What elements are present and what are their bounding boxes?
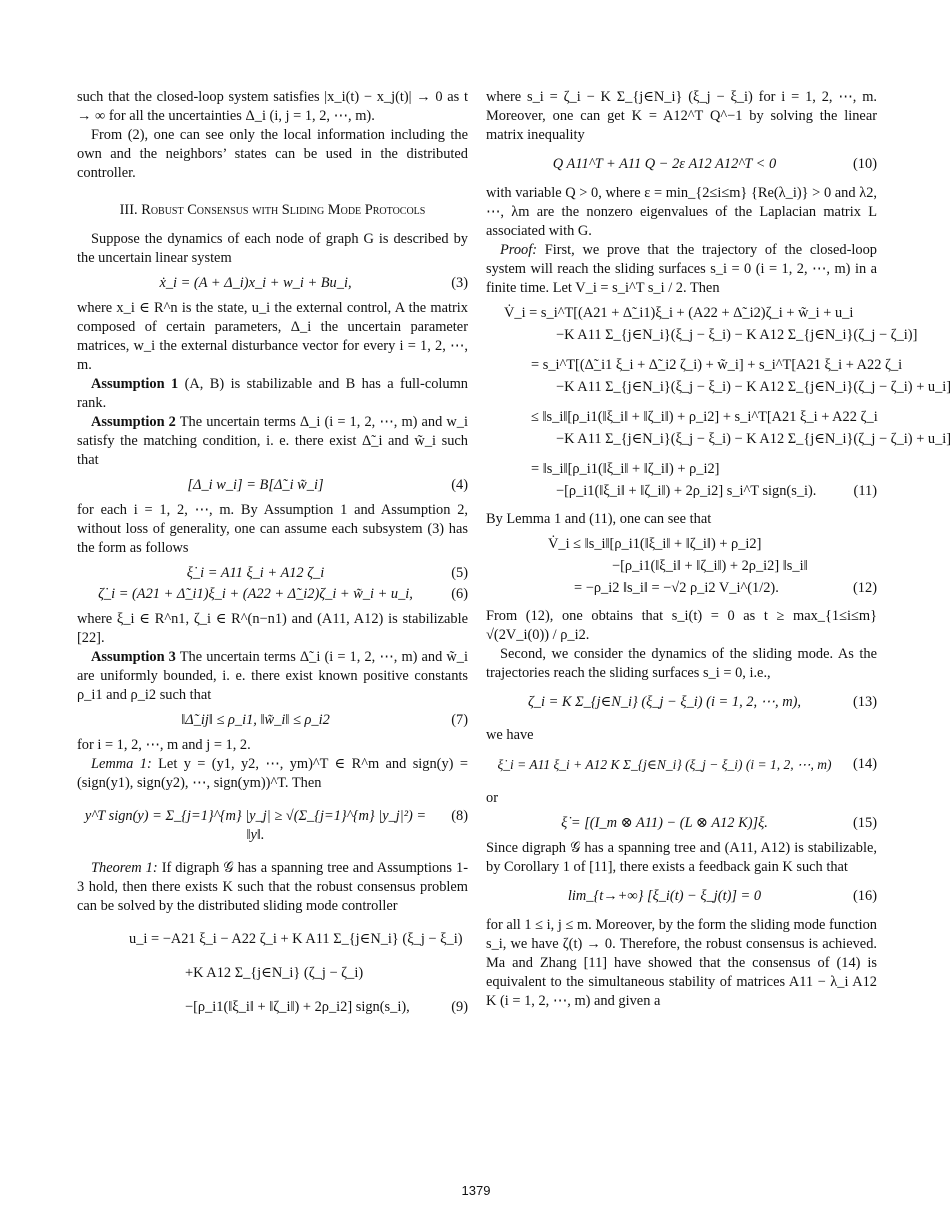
- equation-number: (14): [853, 756, 877, 772]
- paragraph: where ξ_i ∈ R^n1, ζ_i ∈ R^(n−n1) and (A11, A12) is stabilizable [22].: [77, 611, 468, 646]
- paragraph: with variable Q > 0, where ε = min_{2≤i≤m} {Re(λ_i)} > 0 and λ2, ⋯, λm are the nonzero eigenvalues of the Laplacian matrix L associated with G.: [486, 185, 877, 239]
- equation-body: ≤ ‖s_i‖[ρ_i1(‖ξ_i‖ + ‖ζ_i‖) + ρ_i2] + s_i^T[A21 ξ_i + A22 ζ_i: [531, 409, 878, 425]
- assumption-label: Assumption 1: [91, 376, 179, 392]
- paragraph: where x_i ∈ R^n is the state, u_i the external control, A the matrix composed of certain parameters, Δ_i the uncertain parameter matrices, w_i the external disturbance vector for every i = 1, 2, ⋯, m.: [77, 300, 468, 373]
- paragraph: such that the closed-loop system satisfies |x_i(t) − x_j(t)| → 0 as t → ∞ for all the uncertainties Δ_i (i, j = 1, 2, ⋯, m).: [77, 89, 468, 124]
- proof: [486, 241, 877, 298]
- equation-body: = −ρ_i2 ‖s_i‖ = −√2 ρ_i2 V_i^(1/2).: [574, 580, 779, 596]
- equation-body: = s_i^T[(Δ̃_i1 ξ_i + Δ̃_i2 ζ_i) + w̃_i] + s_i^T[A21 ξ_i + A22 ζ_i: [531, 357, 903, 373]
- equation-number: (7): [451, 712, 468, 728]
- equation-16: [486, 887, 877, 906]
- equation-number: (12): [853, 580, 877, 596]
- theorem-label: Theorem 1:: [91, 860, 158, 876]
- section-number: III.: [119, 202, 138, 218]
- equation-15: [486, 814, 877, 833]
- equation-line: [77, 964, 468, 998]
- equation-body: ζ_i = K Σ_{j∈N_i} (ξ_j − ξ_i) (i = 1, 2, ⋯, m),: [527, 694, 802, 710]
- equation-body: [Δ_i w_i] = B[Δ̃_i w̃_i]: [187, 477, 324, 493]
- equation-line: [486, 408, 877, 430]
- section-title: Robust Consensus with Sliding Mode Protocols: [141, 202, 426, 218]
- equation-line: [486, 304, 877, 326]
- equation-body: ‖Δ̃_ij‖ ≤ ρ_i1, ‖w̃_i‖ ≤ ρ_i2: [181, 712, 330, 728]
- lemma-text: Let y = (y1, y2, ⋯, ym)^T ∈ R^m and sign(y) = (sign(y1), sign(y2), ⋯, sign(ym))^T. Then: [77, 756, 468, 791]
- assumption-label: Assumption 3: [91, 649, 176, 665]
- equation-body: −K A11 Σ_{j∈N_i}(ξ_j − ξ_i) − K A12 Σ_{j∈N_i}(ζ_j − ζ_i) + u_i]: [556, 379, 952, 395]
- equation-number: (3): [451, 275, 468, 291]
- equation-line: [77, 930, 468, 964]
- left-column: [77, 88, 468, 1026]
- paragraph: By Lemma 1 and (11), one can see that: [486, 511, 712, 527]
- proof-text: First, we prove that the trajectory of the closed-loop system will reach the sliding surfaces s_i = 0 (i = 1, 2, ⋯, m) in a finite time. Let V_i = s_i^T s_i / 2. Then: [486, 242, 877, 296]
- right-column: [486, 88, 952, 1011]
- equation-number: (8): [451, 808, 468, 824]
- equation-13: [486, 693, 877, 712]
- equation-body: Q A11^T + A11 Q − 2ε A12 A12^T < 0: [552, 156, 777, 172]
- equation-body: −[ρ_i1(‖ξ_i‖ + ‖ζ_i‖) + 2ρ_i2] ‖s_i‖: [612, 558, 808, 574]
- section-heading: [77, 201, 468, 220]
- equation-line: [486, 378, 952, 408]
- assumption-text: The uncertain terms Δ_i (i = 1, 2, ⋯, m) and w_i satisfy the matching condition, i. e. there exist Δ̃_i and w̃_i such that: [77, 414, 468, 468]
- paragraph: Since digraph 𝒢 has a spanning tree and (A11, A12) is stabilizable, by Corollary 1 of [11], there exists a feedback gain K such that: [486, 840, 877, 875]
- proof-label: Proof:: [500, 242, 538, 258]
- paragraph: Second, we consider the dynamics of the sliding mode. As the trajectories reach the sliding surfaces s_i = 0, i.e.,: [486, 646, 877, 681]
- equation-body: +K A12 Σ_{j∈N_i} (ζ_j − ζ_i): [185, 965, 364, 981]
- lemma-label: Lemma 1:: [91, 756, 152, 772]
- equation-body: ξ̇_i = A11 ξ_i + A12 K Σ_{j∈N_i} (ξ_j − ξ_i) (i = 1, 2, ⋯, m): [497, 757, 832, 772]
- theorem-1: [77, 859, 468, 916]
- paragraph: From (2), one can see only the local information including the own and the neighbors’ states can be used in the distributed controller.: [77, 127, 468, 181]
- equation-12: [486, 535, 877, 601]
- equation-number: (16): [853, 888, 877, 904]
- equation-line: [486, 482, 877, 504]
- equation-body: ζ̇_i = (A21 + Δ̃_i1)ξ_i + (A22 + Δ̃_i2)ζ_i + w̃_i + u_i,: [98, 586, 413, 602]
- equation-body: −K A11 Σ_{j∈N_i}(ξ_j − ξ_i) − K A12 Σ_{j∈N_i}(ζ_j − ζ_i) + u_i]: [556, 431, 952, 447]
- equation-9: [77, 930, 468, 1020]
- equation-body: −[ρ_i1(‖ξ_i‖ + ‖ζ_i‖) + 2ρ_i2] s_i^T sign(s_i).: [556, 483, 817, 499]
- equation-number: (9): [451, 999, 468, 1015]
- equation-body: = ‖s_i‖[ρ_i1(‖ξ_i‖ + ‖ζ_i‖) + ρ_i2]: [531, 461, 720, 477]
- equation-body: −[ρ_i1(‖ξ_i‖ + ‖ζ_i‖) + 2ρ_i2] sign(s_i),: [185, 999, 410, 1015]
- assumption-text: (A, B) is stabilizable and B has a full-column rank.: [77, 376, 468, 411]
- equation-body: u_i = −A21 ξ_i − A22 ζ_i + K A11 Σ_{j∈N_i} (ξ_j − ξ_i): [129, 931, 463, 947]
- equation-number: (6): [451, 586, 468, 602]
- equation-line: [486, 326, 918, 356]
- assumption-3: [77, 648, 468, 705]
- equation-10: [486, 155, 877, 174]
- equation-6: [77, 585, 468, 604]
- equation-body: ẋ_i = (A + Δ_i)x_i + w_i + Bu_i,: [159, 275, 352, 291]
- paragraph: we have: [486, 727, 534, 743]
- paragraph: for all 1 ≤ i, j ≤ m. Moreover, by the form the sliding mode function s_i, we have ζ(t) → 0. Therefore, the robust consensus is achieved. Ma and Zhang [11] have showed that the consensus of (14) is equivalent to the simultaneous stability of matrices A11 − λ_i A12 K (i = 1, 2, ⋯, m) and given a: [486, 917, 877, 1009]
- equation-number: (11): [853, 483, 877, 499]
- equation-line: [486, 557, 877, 579]
- equation-line: [486, 535, 877, 557]
- equation-3: [77, 274, 468, 293]
- equation-body: y^T sign(y) = Σ_{j=1}^{m} |y_j| ≥ √(Σ_{j=1}^{m} |y_j|²) = ‖y‖.: [84, 808, 427, 843]
- equation-line: [486, 356, 903, 378]
- assumption-label: Assumption 2: [91, 414, 176, 430]
- assumption-1: [77, 375, 468, 413]
- paragraph: Suppose the dynamics of each node of graph G is described by the uncertain linear system: [77, 231, 468, 266]
- equation-body: lim_{t→+∞} [ξ_i(t) − ξ_j(t)] = 0: [567, 888, 762, 904]
- equation-14: [486, 755, 877, 775]
- equation-body: ξ̇_i = A11 ξ_i + A12 ζ_i: [186, 565, 325, 581]
- equation-body: −K A11 Σ_{j∈N_i}(ξ_j − ξ_i) − K A12 Σ_{j∈N_i}(ζ_j − ζ_i)]: [556, 327, 918, 343]
- page-number: 1379: [461, 1183, 491, 1198]
- equation-line: [486, 430, 952, 460]
- equation-number: (13): [853, 694, 877, 710]
- assumption-text: The uncertain terms Δ̃_i (i = 1, 2, ⋯, m) and w̃_i are uniformly bounded, i. e. there exist known positive constants ρ_i1 and ρ_i2 such that: [77, 649, 468, 703]
- lemma-1: [77, 755, 468, 793]
- equation-4: [77, 476, 468, 495]
- theorem-text: If digraph 𝒢 has a spanning tree and Assumptions 1-3 hold, then there exists K such that the robust consensus problem can be solved by the distributed sliding mode controller: [77, 860, 468, 914]
- equation-body: ξ̇ = [(I_m ⊗ A11) − (L ⊗ A12 K)]ξ.: [561, 815, 768, 831]
- paragraph: where s_i = ζ_i − K Σ_{j∈N_i} (ξ_j − ξ_i) for i = 1, 2, ⋯, m. Moreover, one can get K = A12^T Q^−1 by solving the linear matrix inequality: [486, 89, 877, 143]
- equation-line: [77, 998, 468, 1020]
- equation-body: V̇_i = s_i^T[(A21 + Δ̃_i1)ξ_i + (A22 + Δ̃_i2)ζ_i + w̃_i + u_i: [504, 305, 854, 321]
- equation-number: (4): [451, 477, 468, 493]
- equation-5: [77, 564, 468, 583]
- equation-number: (5): [451, 565, 468, 581]
- equation-number: (10): [853, 156, 877, 172]
- equation-11: [486, 304, 952, 504]
- equation-number: (15): [853, 815, 877, 831]
- paragraph: From (12), one obtains that s_i(t) = 0 as t ≥ max_{1≤i≤m} √(2V_i(0)) / ρ_i2.: [486, 608, 877, 643]
- paragraph: or: [486, 790, 498, 806]
- equation-line: [486, 460, 877, 482]
- assumption-2: [77, 413, 468, 470]
- equation-7: [77, 711, 468, 730]
- equation-line: [486, 579, 877, 601]
- paragraph: for each i = 1, 2, ⋯, m. By Assumption 1 and Assumption 2, without loss of generality, one can assume each subsystem (3) has the form as follows: [77, 502, 468, 556]
- paragraph: for i = 1, 2, ⋯, m and j = 1, 2.: [77, 737, 251, 753]
- equation-body: V̇_i ≤ ‖s_i‖[ρ_i1(‖ξ_i‖ + ‖ζ_i‖) + ρ_i2]: [548, 536, 762, 552]
- equation-8: [77, 807, 468, 845]
